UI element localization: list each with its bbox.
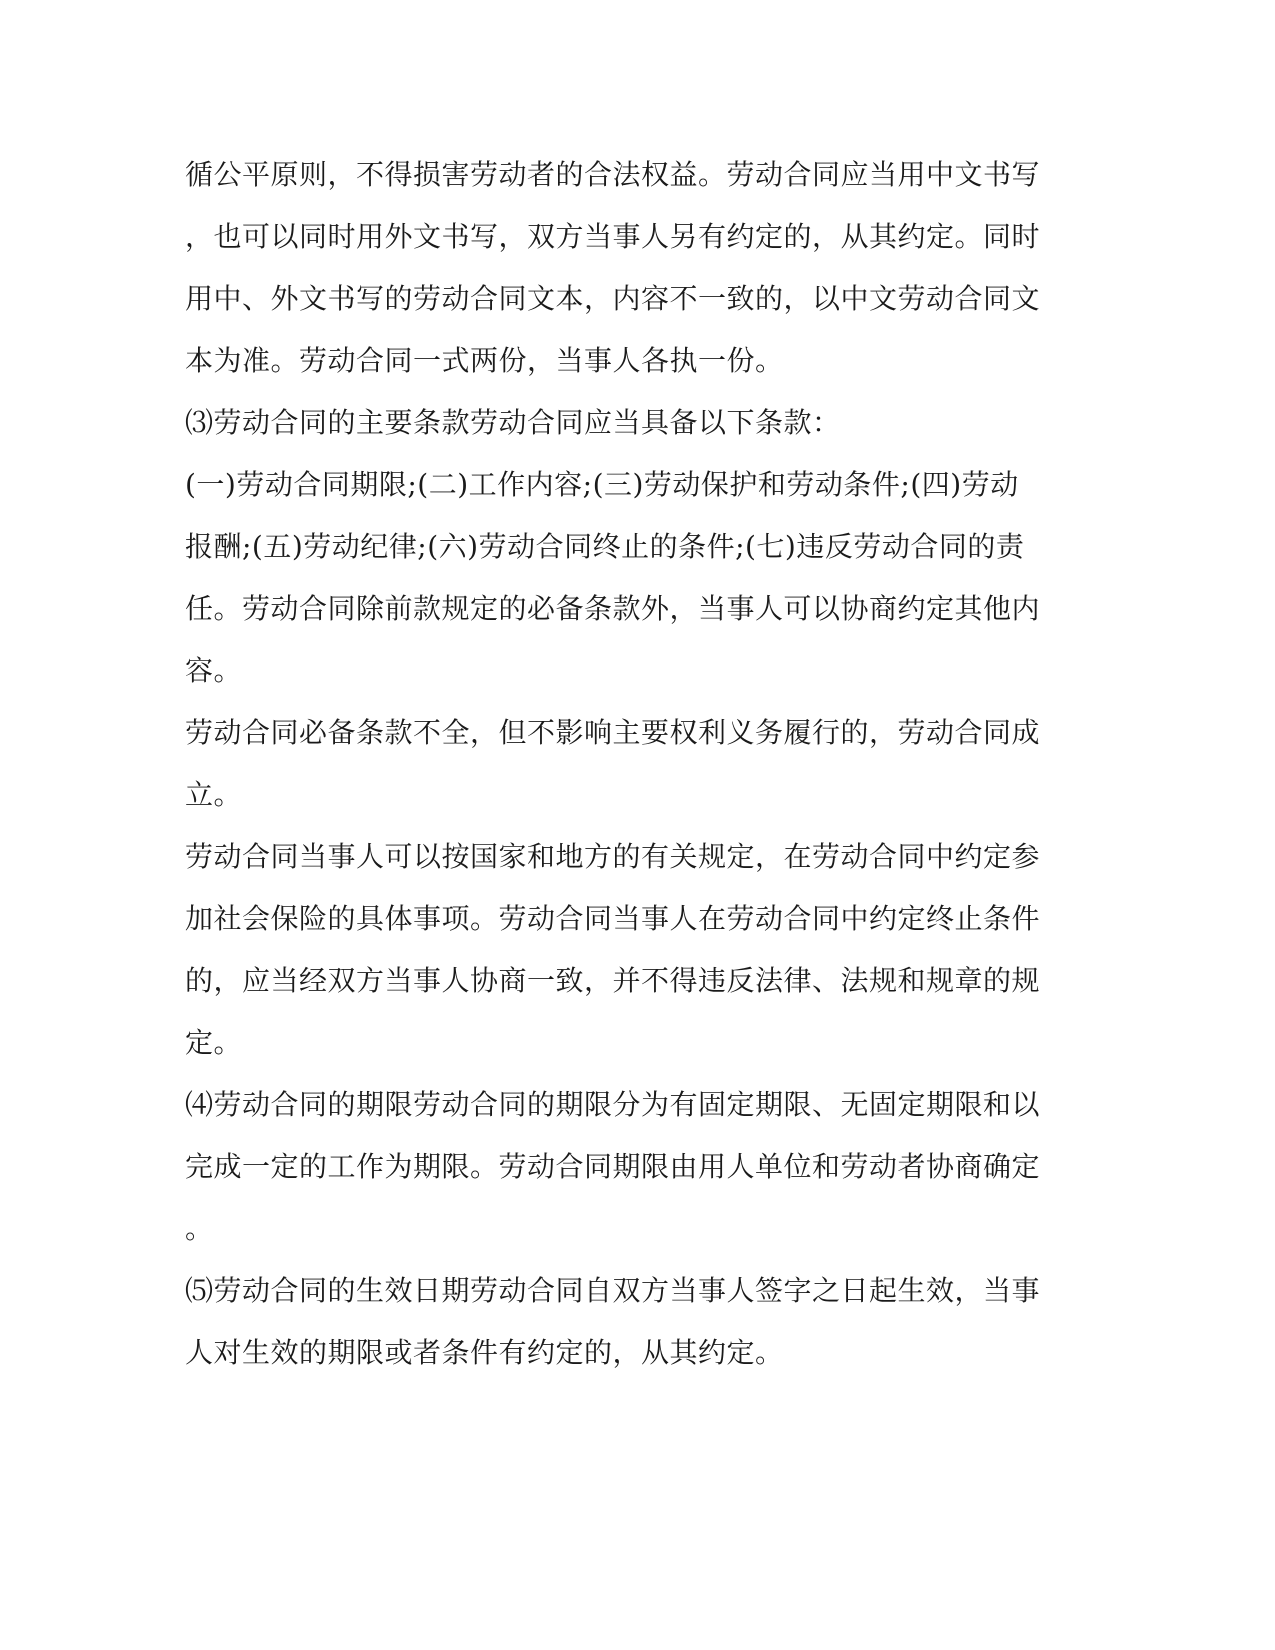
text-line: 报酬;(五)劳动纪律;(六)劳动合同终止的条件;(七)违反劳动合同的责	[185, 530, 1025, 563]
text-line: 本为准。劳动合同一式两份，当事人各执一份。	[185, 344, 784, 377]
section-heading-4: ⑷劳动合同的期限劳动合同的期限分为有固定期限、无固定期限和以	[185, 1088, 1041, 1121]
text-line: 定。	[185, 1026, 243, 1059]
text-line: 人对生效的期限或者条件有约定的，从其约定。	[185, 1336, 784, 1369]
text-line: 循公平原则，不得损害劳动者的合法权益。劳动合同应当用中文书写	[185, 158, 1041, 191]
text-line: 完成一定的工作为期限。劳动合同期限由用人单位和劳动者协商确定	[185, 1150, 1041, 1183]
section-heading-5: ⑸劳动合同的生效日期劳动合同自双方当事人签字之日起生效，当事	[185, 1274, 1041, 1307]
text-line: ，也可以同时用外文书写，双方当事人另有约定的，从其约定。同时	[185, 220, 1041, 253]
text-line: 用中、外文书写的劳动合同文本，内容不一致的，以中文劳动合同文	[185, 282, 1041, 315]
text-line: 加社会保险的具体事项。劳动合同当事人在劳动合同中约定终止条件	[185, 902, 1041, 935]
text-line: 。	[185, 1212, 214, 1245]
text-line: 劳动合同必备条款不全，但不影响主要权利义务履行的，劳动合同成	[185, 716, 1041, 749]
text-line: 劳动合同当事人可以按国家和地方的有关规定，在劳动合同中约定参	[185, 840, 1041, 873]
section-heading-3: ⑶劳动合同的主要条款劳动合同应当具备以下条款：	[185, 406, 841, 439]
text-line: 的，应当经双方当事人协商一致，并不得违反法律、法规和规章的规	[185, 964, 1041, 997]
text-line: 任。劳动合同除前款规定的必备条款外，当事人可以协商约定其他内	[185, 592, 1041, 625]
text-line: (一)劳动合同期限;(二)工作内容;(三)劳动保护和劳动条件;(四)劳动	[185, 468, 1019, 501]
text-line: 容。	[185, 654, 243, 687]
text-line: 立。	[185, 778, 243, 811]
